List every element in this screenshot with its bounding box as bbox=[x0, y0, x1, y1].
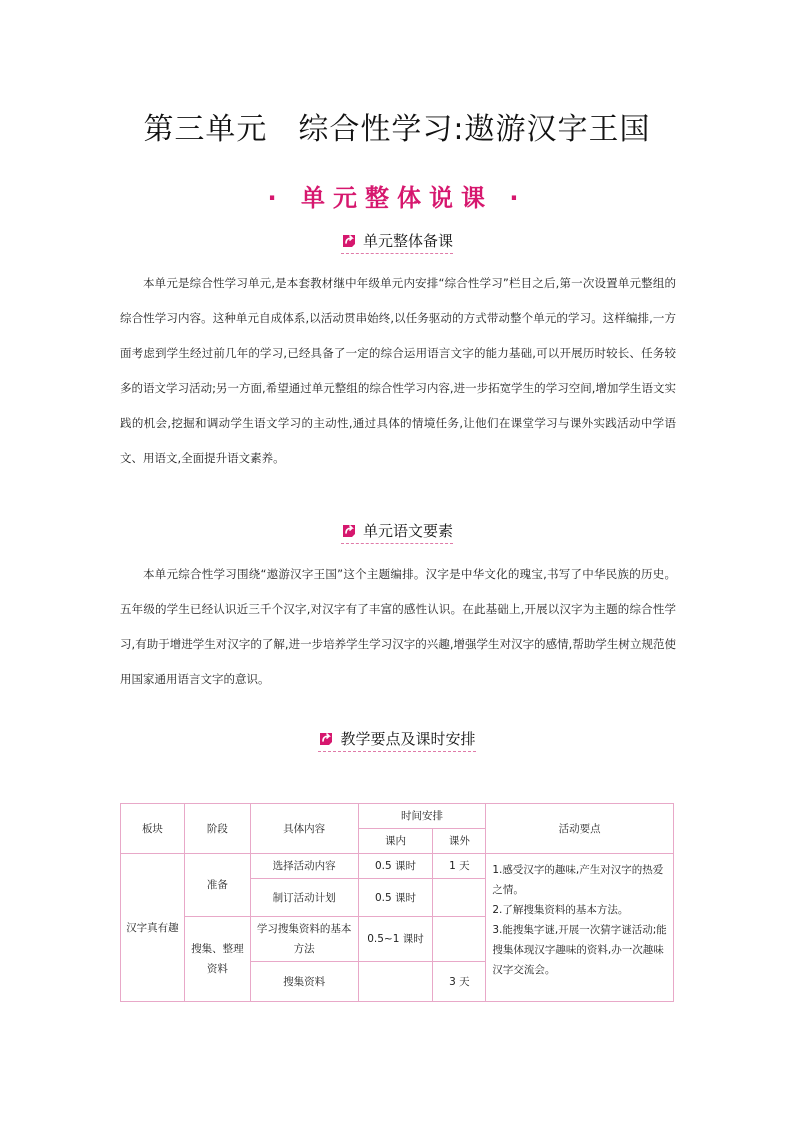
cell-out-class bbox=[433, 879, 486, 917]
header-stage: 阶段 bbox=[184, 804, 250, 854]
cell-out-class bbox=[433, 917, 486, 962]
cell-out-class: 1 天 bbox=[433, 854, 486, 879]
point-item: 2.了解搜集资料的基本方法。 bbox=[492, 904, 629, 916]
header-out-class: 课外 bbox=[433, 829, 486, 854]
cell-points bbox=[486, 854, 674, 1002]
section-heading-elements bbox=[0, 520, 794, 546]
cell-stage-collect: 搜集、整理资料 bbox=[184, 917, 250, 1002]
cell-in-class: 0.5 课时 bbox=[358, 879, 433, 917]
header-block: 板块 bbox=[121, 804, 185, 854]
curved-arrow-badge-icon bbox=[341, 233, 357, 249]
cell-content: 搜集资料 bbox=[250, 962, 358, 1002]
point-item: 1.感受汉字的趣味,产生对汉字的热爱之情。 bbox=[492, 864, 664, 896]
cell-block: 汉字真有趣 bbox=[121, 854, 185, 1002]
curved-arrow-badge-icon bbox=[341, 523, 357, 539]
cell-in-class bbox=[358, 962, 433, 1002]
section-heading-text: 教学要点及课时安排 bbox=[340, 730, 476, 748]
section-heading-text: 单元语文要素 bbox=[362, 522, 453, 540]
cell-content: 制订活动计划 bbox=[250, 879, 358, 917]
page-subtitle: · 单元整体说课 · bbox=[267, 184, 527, 212]
section-heading-prep bbox=[0, 230, 794, 256]
header-time: 时间安排 bbox=[358, 804, 486, 829]
section-heading-schedule bbox=[0, 728, 794, 754]
header-in-class: 课内 bbox=[358, 829, 433, 854]
cell-content: 学习搜集资料的基本方法 bbox=[250, 917, 358, 962]
section-heading-text: 单元整体备课 bbox=[362, 232, 453, 250]
cell-stage-prepare: 准备 bbox=[184, 854, 250, 917]
point-item: 3.能搜集字谜,开展一次猜字谜活动;能搜集体现汉字趣味的资料,办一次趣味汉字交流会。 bbox=[492, 924, 667, 976]
section-paragraph-prep: 本单元是综合性学习单元,是本套教材继中年级单元内安排“综合性学习”栏目之后,第一次设置单元整组的综合性学习内容。这种单元自成体系,以活动贯串始终,以任务驱动的方式带动整个单元的学习。这样编排,一方面考虑到学生经过前几年的学习,已经具备了一定的综合运用语言文字的能力基础,可以开展历时较长、任务较多的语文学习活动;另一方面,希望通过单元整组的综合性学习内容,进一步拓宽学生的学习空间,增加学生语文实践的机会,挖掘和调动学生语文学习的主动性,通过具体的情境任务,让他们在课堂学习与课外实践活动中学语文、用语文,全面提升语文素养。 bbox=[120, 276, 676, 465]
cell-out-class: 3 天 bbox=[433, 962, 486, 1002]
table-header-row bbox=[121, 804, 674, 829]
cell-in-class: 0.5~1 课时 bbox=[358, 917, 433, 962]
table-row bbox=[121, 854, 674, 879]
cell-in-class: 0.5 课时 bbox=[358, 854, 433, 879]
schedule-table bbox=[120, 803, 674, 1002]
section-paragraph-elements: 本单元综合性学习围绕“遨游汉字王国”这个主题编排。汉字是中华文化的瑰宝,书写了中华民族的历史。五年级的学生已经认识近三千个汉字,对汉字有了丰富的感性认识。在此基础上,开展以汉字为主题的综合性学习,有助于增进学生对汉字的了解,进一步培养学生学习汉字的兴趣,增强学生对汉字的感情,帮助学生树立规范使用国家通用语言文字的意识。 bbox=[120, 567, 676, 686]
header-content: 具体内容 bbox=[250, 804, 358, 854]
page-title: 第三单元 综合性学习:遨游汉字王国 bbox=[143, 112, 651, 147]
header-points: 活动要点 bbox=[486, 804, 674, 854]
curved-arrow-badge-icon bbox=[318, 731, 334, 747]
cell-content: 选择活动内容 bbox=[250, 854, 358, 879]
